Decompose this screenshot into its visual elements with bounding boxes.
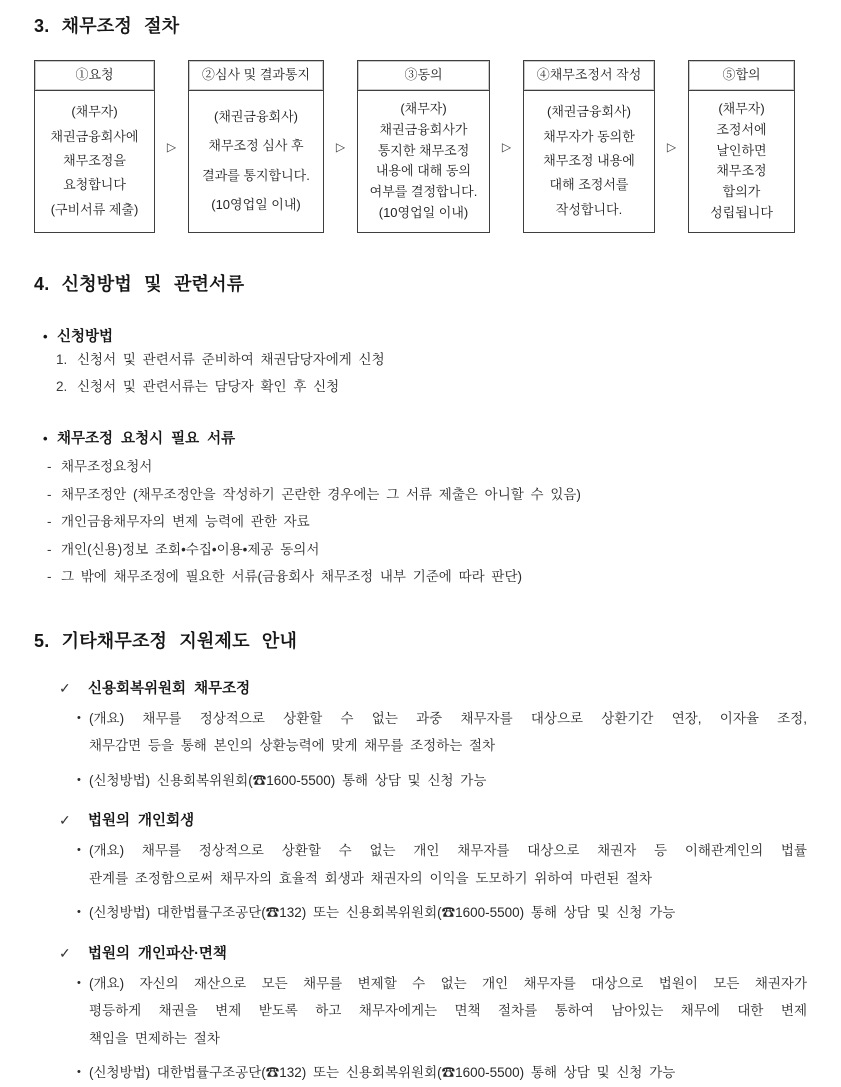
dash-icon: - [47, 459, 52, 474]
dash-icon: - [47, 514, 52, 529]
bullet-icon: • [77, 1066, 81, 1078]
bullet-icon: • [77, 906, 81, 918]
required-documents-heading [43, 427, 807, 448]
check-icon: ✓ [59, 679, 71, 696]
flow-step-3-body [358, 91, 489, 232]
list-item-text: 개인금융채무자의 변제 능력에 관한 자료 [61, 514, 310, 529]
flow-line: (채무자) [400, 100, 447, 116]
list-item [47, 453, 807, 481]
overview-line: (개요) 자신의 재산으로 모든 채무를 변제할 수 없는 개인 채무자를 대상으로 법원이 모든 채권자가 [89, 975, 807, 991]
overview-line: (개요) 채무를 정상적으로 상환할 수 없는 과중 채무자를 대상으로 상환기간 연장, 이자율 조정, [89, 710, 807, 726]
flow-step-2 [188, 60, 324, 233]
list-item [47, 563, 807, 591]
list-item-text: 신청서 및 관련서류는 담당자 확인 후 신청 [77, 379, 340, 394]
flow-step-5-header: ⑤합의 [689, 61, 794, 91]
apply-line: (신청방법) 대한법률구조공단(☎132) 또는 신용회복위원회(☎1600-5500) 통해 상담 및 신청 가능 [89, 905, 676, 920]
flow-line: 조정서에 [716, 121, 767, 137]
flow-line: (채권금융회사) [546, 104, 631, 120]
bullet-icon: • [77, 844, 81, 856]
list-item [47, 481, 807, 509]
flow-step-4-body [524, 91, 654, 232]
program-heading-label: 법원의 개인회생 [88, 813, 195, 829]
list-item [47, 536, 807, 564]
flow-line: 채권금융회사가 [379, 121, 468, 137]
program-heading [59, 809, 807, 830]
program-overview-text [89, 837, 807, 892]
program-apply [77, 1059, 807, 1087]
flow-arrow-icon: ▷ [335, 139, 346, 154]
flow-line: (채무자) [718, 100, 765, 116]
flow-line: 통지한 채무조정 [377, 142, 470, 158]
application-method-heading-label: 신청방법 [57, 329, 114, 345]
flow-line: 결과를 통지합니다. [202, 167, 310, 183]
list-item-number: 1. [56, 352, 68, 367]
program-apply-text [89, 767, 807, 795]
flow-step-4-header: ④채무조정서 작성 [524, 61, 654, 91]
flow-arrow-icon: ▷ [166, 139, 177, 154]
dash-icon: - [47, 486, 52, 502]
program-overview [77, 837, 807, 892]
flow-step-1-body [35, 91, 154, 232]
flow-line: 대해 조정서를 [549, 177, 629, 193]
list-item-text: 채무조정안 (채무조정안을 작성하기 곤란한 경우에는 그 서류 제출은 아니할 수 있음) [61, 486, 581, 502]
program-overview [77, 705, 807, 760]
flow-step-1-header: ①요청 [35, 61, 154, 91]
program-bankruptcy-discharge [34, 942, 807, 1087]
flow-line: 채권금융회사에 [50, 128, 139, 144]
bullet-icon: • [77, 976, 81, 989]
check-icon: ✓ [59, 812, 71, 828]
program-apply [77, 899, 807, 927]
program-apply-text [89, 1059, 807, 1087]
flow-line: 합의가 [722, 184, 761, 200]
program-heading-label: 신용회복위원회 채무조정 [88, 680, 251, 697]
flow-line: 요청합니다 [63, 177, 126, 193]
program-individual-rehabilitation [34, 809, 807, 927]
program-heading-label: 법원의 개인파산·면책 [88, 945, 227, 962]
list-item-text: 그 밖에 채무조정에 필요한 서류(금융회사 채무조정 내부 기준에 따라 판단) [61, 569, 522, 584]
dash-icon: - [47, 541, 52, 557]
flow-line: 내용에 대해 동의 [375, 163, 472, 179]
flow-arrow-icon: ▷ [666, 139, 677, 154]
bullet-icon: • [77, 711, 81, 724]
flow-line: (채권금융회사) [213, 109, 298, 125]
flow-line: 채무조정 [716, 163, 767, 179]
flow-step-1 [34, 60, 155, 233]
flow-line: 여부를 결정합니다. [369, 184, 478, 200]
flow-step-5-body [689, 91, 794, 232]
flow-line: (10영업일 이내) [378, 205, 469, 221]
bullet-icon: • [43, 329, 48, 344]
flow-line: 채무조정 내용에 [543, 153, 635, 168]
flow-step-3-header: ③동의 [358, 61, 489, 91]
flow-arrow-icon: ▷ [501, 139, 512, 154]
flow-line: 작성합니다. [555, 201, 623, 217]
section3-title: 3. 채무조정 절차 [34, 16, 180, 36]
apply-line: (신청방법) 대한법률구조공단(☎132) 또는 신용회복위원회(☎1600-5500) 통해 상담 및 신청 가능 [89, 1065, 676, 1080]
overview-line: 관계를 조정함으로써 채무자의 효율적 회생과 채권자의 이익을 도모하기 위하여 마련된 절차 [89, 870, 653, 886]
list-item [56, 346, 807, 373]
application-method-heading [43, 325, 807, 346]
flow-line: 채무조정을 [63, 153, 126, 168]
required-documents-list [34, 453, 807, 591]
section5-title: 5. 기타채무조정 지원제도 안내 [34, 630, 298, 651]
program-apply-text [89, 899, 807, 927]
overview-line: 평등하게 채권을 변제 받도록 하고 채무자에게는 면책 절차를 통하여 남아있는 채무에 대한 변제 [89, 1003, 807, 1018]
list-item-text: 개인(신용)정보 조회•수집•이용•제공 동의서 [61, 541, 320, 557]
flow-step-2-body [189, 91, 323, 232]
list-item-text: 채무조정요청서 [61, 459, 153, 474]
bullet-icon: • [77, 773, 81, 786]
flow-step-4 [523, 60, 655, 233]
list-item-number: 2. [56, 379, 68, 394]
required-documents-heading-label: 채무조정 요청시 필요 서류 [57, 431, 236, 447]
program-ccrs [34, 677, 807, 795]
bullet-icon: • [43, 431, 48, 446]
flowchart [34, 60, 807, 233]
flow-line: (10영업일 이내) [211, 196, 301, 212]
overview-line: 책임을 면제하는 절차 [89, 1030, 220, 1046]
section4-title: 4. 신청방법 및 관련서류 [34, 274, 245, 294]
flow-line: 채무자가 동의한 [543, 128, 635, 144]
list-item-text: 신청서 및 관련서류 준비하여 채권담당자에게 신청 [77, 352, 385, 367]
flow-step-3 [357, 60, 490, 233]
program-heading [59, 942, 807, 963]
list-item [56, 373, 807, 400]
flow-step-5 [688, 60, 795, 233]
program-overview-text [89, 970, 807, 1053]
overview-line: (개요) 채무를 정상적으로 상환할 수 없는 개인 채무자를 대상으로 채권자 등 이해관계인의 법률 [89, 843, 807, 858]
apply-line: (신청방법) 신용회복위원회(☎1600-5500) 통해 상담 및 신청 가능 [89, 772, 487, 788]
overview-line: 채무감면 등을 통해 본인의 상환능력에 맞게 채무를 조정하는 절차 [89, 738, 496, 753]
dash-icon: - [47, 569, 52, 584]
flow-line: 채무조정 심사 후 [208, 138, 304, 154]
program-heading [59, 677, 807, 698]
flow-line: 날인하면 [716, 142, 767, 158]
flow-line: (채무자) [71, 104, 118, 120]
flow-line: (구비서류 제출) [50, 201, 139, 217]
program-overview [77, 970, 807, 1053]
program-overview-text [89, 705, 807, 760]
flow-step-2-header: ②심사 및 결과통지 [189, 61, 323, 91]
flow-line: 성립됩니다 [710, 205, 773, 221]
program-apply [77, 767, 807, 795]
check-icon: ✓ [59, 944, 71, 961]
list-item [47, 508, 807, 536]
